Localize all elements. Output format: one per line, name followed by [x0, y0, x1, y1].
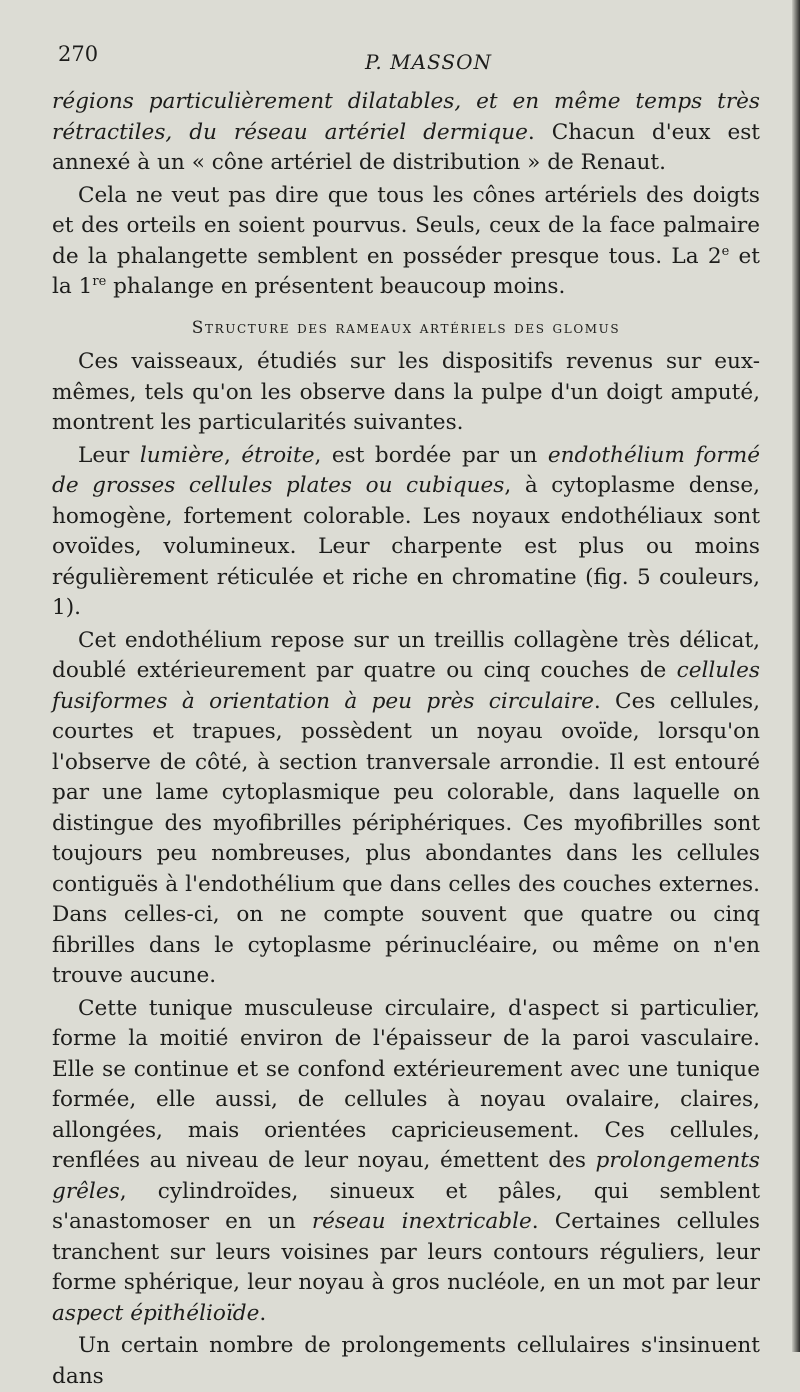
paragraph-text: Ces vaisseaux, étudiés sur les dispositifs revenus sur eux-mêmes, tels qu'on les observe dans la pulpe d'un doigt amputé, montrent les particularités suivantes.: [52, 349, 760, 435]
superscript: e: [721, 243, 730, 259]
paragraph-text: .: [259, 1300, 267, 1326]
running-head: [58, 42, 758, 78]
paragraph-text: , est bordée par un: [314, 442, 548, 468]
paragraph-text: Cet endothélium repose sur un treillis collagène très délicat, doublé extérieurement par quatre ou cinq couches de: [52, 627, 760, 683]
paragraph-2: [52, 181, 760, 303]
paragraph-text: Leur: [78, 442, 140, 468]
section-heading: Structure des rameaux artériels des glomus: [191, 317, 621, 338]
italic-phrase: régions particulièrement dilatables, et en même temps très rétractiles, du réseau artériel dermique: [52, 89, 760, 145]
paragraph-3: [52, 347, 760, 439]
paragraph-text: et la 1: [52, 243, 760, 299]
paragraph-5: [52, 626, 760, 992]
body-text: [52, 87, 760, 1392]
paragraph-text: Cela ne veut pas dire que tous les cônes artériels des doigts et des orteils en soient pourvus. Seuls, ceux de la face palmaire de la phalangette semblent en posséder presque tous. La 2: [52, 182, 760, 269]
paragraph-text: . Certaines cellules tranchent sur leurs voisines par leurs contours réguliers, leur forme sphérique, leur noyau à gros nucléole, en un mot par leur: [52, 1209, 760, 1295]
italic-phrase: endothélium formé de grosses cellules plates ou cubiques: [52, 442, 760, 498]
paragraph-7: [52, 1331, 760, 1392]
superscript: re: [92, 273, 107, 289]
paragraph-text: , à cytoplasme dense, homogène, fortement colorable. Les noyaux endothéliaux sont ovoïdes, volumineux. Leur charpente est plus ou moins régulièrement réticulée et riche en chromatine (fig. 5 couleurs, 1).: [52, 473, 760, 620]
paragraph-text: Cette tunique musculeuse circulaire, d'aspect si particulier, forme la moitié environ de l'épaisseur de la paroi vasculaire. Elle se continue et se confond extérieurement avec une tunique formée, elle aussi, de cellules à noyau ovalaire, claires, allongées, mais orientées capricieusement. Ces cellules, renflées au niveau de leur noyau, émettent des: [52, 995, 760, 1173]
page-edge-shadow: [792, 0, 800, 1352]
paragraph-1: [52, 87, 760, 179]
italic-phrase: réseau inextricable: [311, 1209, 532, 1234]
paragraph-6: [52, 994, 760, 1330]
italic-phrase: cellules fusiformes à orientation à peu près circulaire: [52, 658, 760, 714]
paragraph-text: Un certain nombre de prolongements cellulaires s'insinuent dans: [52, 1333, 760, 1389]
paragraph-text: . Chacun d'eux est annexé à un « cône artériel de distribution » de Renaut.: [52, 119, 760, 175]
paragraph-text: . Ces cellules, courtes et trapues, possèdent un noyau ovoïde, lorsqu'on l'observe de côté, à section tranversale arrondie. Il est entouré par une lame cytoplasmique peu colorable, dans laquelle on distingue des myofibrilles périphériques. Ces myofibrilles sont toujours peu nombreuses, plus abondantes dans les cellules contiguës à l'endothélium que dans celles des couches externes. Dans celles-ci, on ne compte souvent que quatre ou cinq fibrilles dans le cytoplasme périnucléaire, ou même on n'en trouve aucune.: [52, 688, 760, 988]
italic-phrase: aspect épithélioïde: [52, 1300, 260, 1326]
paragraph-4: [52, 441, 760, 624]
paragraph-text: , cylindroïdes, sinueux et pâles, qui semblent s'anastomoser en un: [52, 1178, 760, 1234]
paragraph-text: ,: [223, 442, 242, 468]
paragraph-text: phalange en présentent beaucoup moins.: [106, 274, 566, 299]
italic-phrase: prolongements grêles: [52, 1148, 760, 1204]
author-name: P. MASSON: [365, 50, 492, 74]
italic-phrase: étroite: [241, 442, 315, 468]
italic-phrase: lumière: [139, 442, 224, 468]
page-number: 270: [58, 42, 99, 66]
